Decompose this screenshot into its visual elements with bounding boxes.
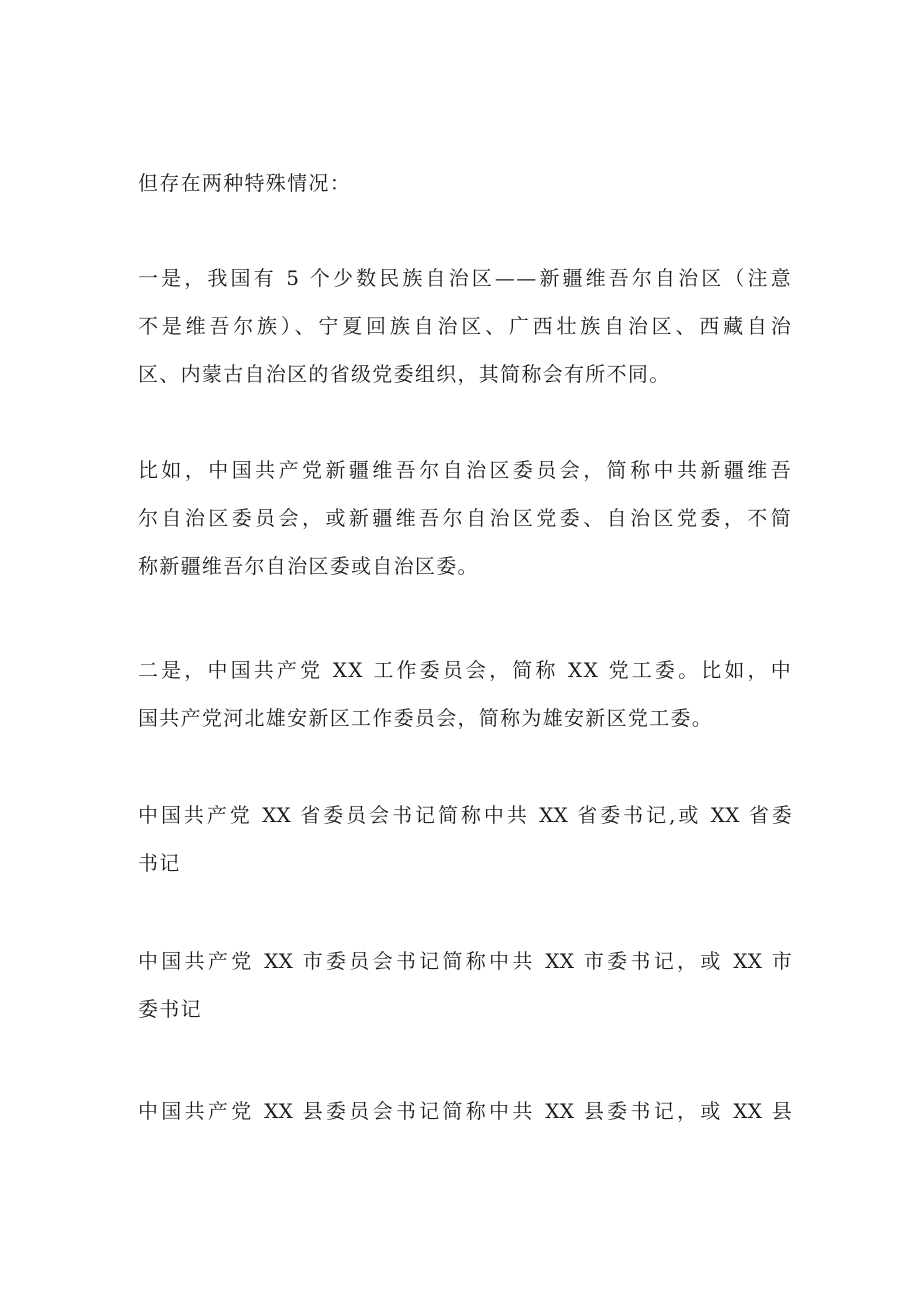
- text-line: 一是，我国有 5 个少数民族自治区——新疆维吾尔自治区（注意: [138, 266, 792, 290]
- text-line: 不是维吾尔族）、宁夏回族自治区、广西壮族自治区、西藏自治: [138, 314, 792, 338]
- paragraph-case-one: [138, 254, 792, 398]
- text-line: 国共产党河北雄安新区工作委员会，简称为雄安新区党工委。: [138, 706, 714, 730]
- text-line: 中国共产党 XX 省委员会书记简称中共 XX 省委书记,或 XX 省委: [138, 803, 792, 827]
- paragraph-county-secretary: [138, 1087, 792, 1135]
- paragraph-case-two: [138, 646, 792, 742]
- paragraph-intro: [138, 159, 792, 207]
- text-line: 比如，中国共产党新疆维吾尔自治区委员会，简称中共新疆维吾: [138, 458, 792, 482]
- paragraph-province-secretary: [138, 791, 792, 887]
- text-line: 书记: [138, 851, 181, 875]
- text-line: 区、内蒙古自治区的省级党委组织，其简称会有所不同。: [138, 362, 671, 386]
- paragraph-example-xinjiang: [138, 446, 792, 590]
- text-line: 二是，中国共产党 XX 工作委员会，简称 XX 党工委。比如，中: [138, 658, 792, 682]
- text-line: 中国共产党 XX 县委员会书记简称中共 XX 县委书记，或 XX 县: [138, 1099, 792, 1123]
- text-line: 但存在两种特殊情况：: [138, 171, 351, 195]
- text-line: 称新疆维吾尔自治区委或自治区委。: [138, 554, 479, 578]
- text-line: 尔自治区委员会，或新疆维吾尔自治区党委、自治区党委，不简: [138, 506, 792, 530]
- text-line: 委书记: [138, 997, 202, 1021]
- paragraph-city-secretary: [138, 937, 792, 1033]
- text-line: 中国共产党 XX 市委员会书记简称中共 XX 市委书记，或 XX 市: [138, 949, 792, 973]
